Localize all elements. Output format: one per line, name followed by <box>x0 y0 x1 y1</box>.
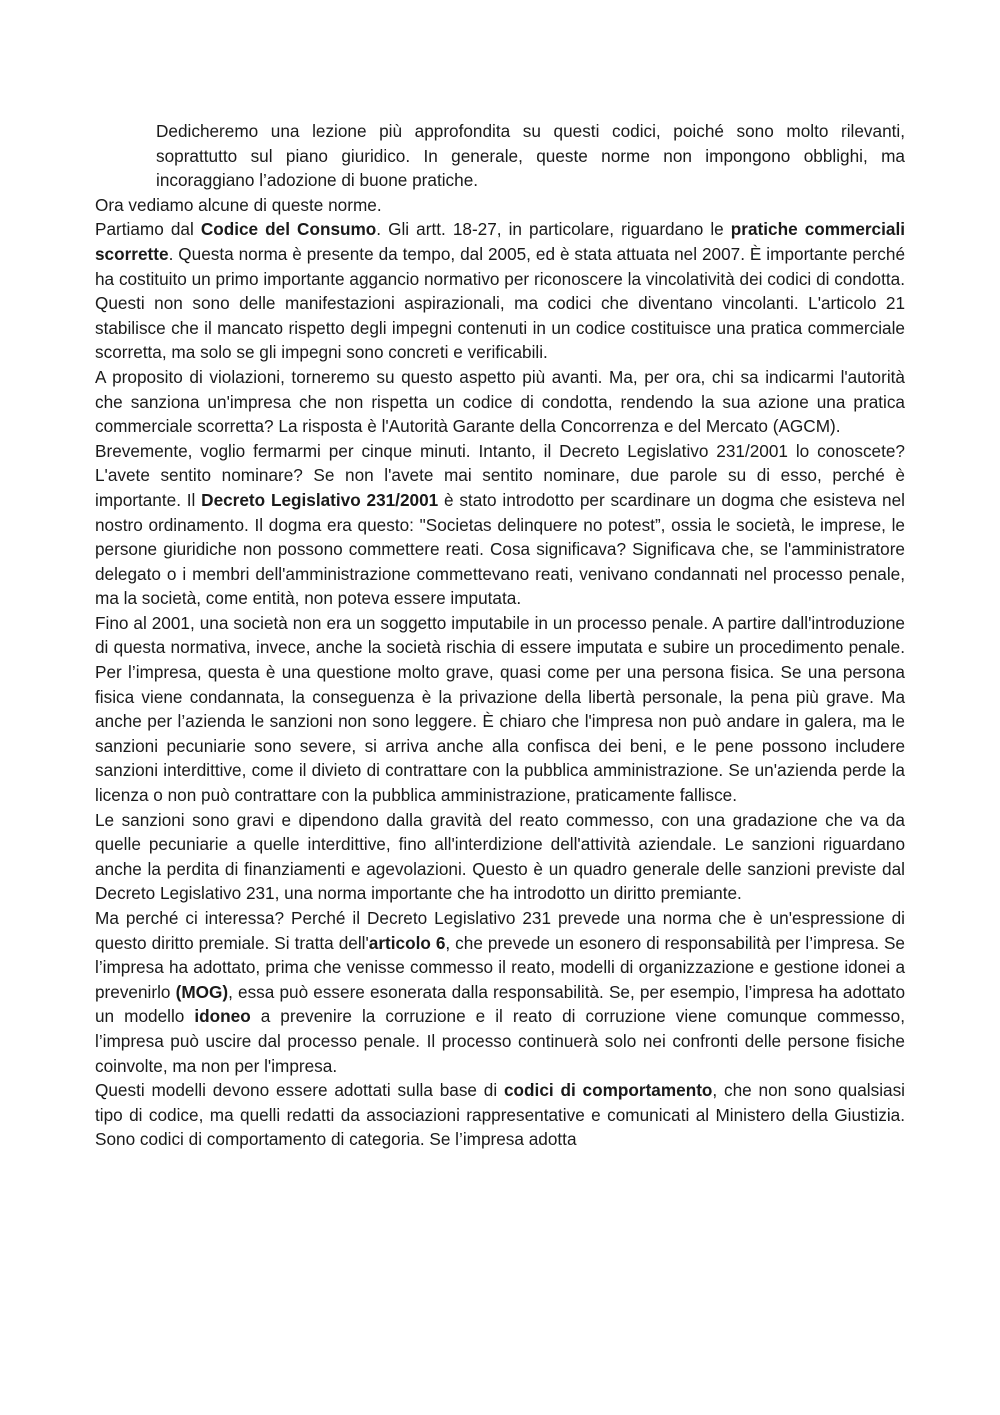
text-run: , essa può essere esonerata dalla responsabilità. Se, per esempio, l’impresa ha adottato un modello <box>95 981 906 1027</box>
text-run: Ma perché ci interessa? Perché il Decreto Legislativo 231 prevede una norma che è un'espressione di questo diritto premiale. Si tratta dell' <box>95 908 905 953</box>
bold-term: Codice del Consumo <box>200 219 377 240</box>
paragraph-decreto-231 <box>95 439 905 611</box>
text-run: Fino al 2001, una società non era un soggetto imputabile in un processo penale. A partire dall'introduzione di questa normativa, invece, anche la società rischia di essere imputata e subire un procedimento penale. Per l’impresa, questa è una questione molto grave, quasi come per una persona fisica. Se una persona fisica viene condannata, la conseguenza è la privazione della libertà personale, la pena più grave. Ma anche per l’azienda le sanzioni non sono leggere. È chiaro che l'impresa non può andare in galera, ma le sanzioni pecuniarie sono severe, si arriva anche alla confisca dei beni, e le pene possono includere sanzioni interdittive, come il divieto di contrattare con la pubblica amministrazione. Se un'azienda perde la licenza o non può contrattare con la pubblica amministrazione, praticamente fallisce. <box>95 612 905 806</box>
document-body <box>95 119 905 1152</box>
paragraph-norms-intro <box>95 193 905 218</box>
bold-term: (MOG) <box>175 981 229 1002</box>
text-run: . Gli artt. 18-27, in particolare, riguardano le <box>376 219 731 240</box>
bold-term: idoneo <box>194 1006 251 1027</box>
text-run: Brevemente, voglio fermarmi per cinque minuti. Intanto, il Decreto Legislativo 231/2001 lo conoscete? L'avete sentito nominare? Se non l'avete mai sentito nominare, due parole su di esso, perché è importante. Il <box>95 440 905 510</box>
text-run: A proposito di violazioni, torneremo su questo aspetto più avanti. Ma, per ora, chi sa indicarmi l'autorità che sanziona un'impresa che non rispetta un codice di condotta, rendendo la sua azione una pratica commerciale scorretta? La risposta è l'Autorità Garante della Concorrenza e del Mercato (AGCM). <box>95 366 905 437</box>
paragraph-intro-codes <box>156 119 905 193</box>
text-run: Dedicheremo una lezione più approfondita su questi codici, poiché sono molto rilevanti, soprattutto sul piano giuridico. In generale, queste norme non impongono obblighi, ma incoraggiano l’adozione di buone pratiche. <box>156 121 905 191</box>
paragraph-imputabilita <box>95 611 905 808</box>
text-run: Questi modelli devono essere adottati sulla base di <box>95 1080 504 1101</box>
text-run: è stato introdotto per scardinare un dogma che esisteva nel nostro ordinamento. Il dogma era questo: "Societas delinquere no potest”, ossia le società, le imprese, le persone giuridiche non possono commettere reati. Cosa significava? Significava che, se l'amministratore delegato o i membri dell'amministrazione commettevano reati, venivano condannati nel processo penale, ma la società, come entità, non poteva essere imputata. <box>95 489 905 609</box>
text-run: Le sanzioni sono gravi e dipendono dalla gravità del reato commesso, con una gradazione che va da quelle pecuniarie a quelle interdittive, fino all'interdizione dell'attività aziendale. Le sanzioni riguardano anche la perdita di finanziamenti e agevolazioni. Questo è un quadro generale delle sanzioni previste dal Decreto Legislativo 231, una norma importante che ha introdotto un diritto premiante. <box>95 809 905 904</box>
paragraph-articolo-6 <box>95 906 905 1078</box>
paragraph-codice-consumo <box>95 217 905 365</box>
text-run: a prevenire la corruzione e il reato di corruzione viene comunque commesso, l’impresa può uscire dal processo penale. Il processo continuerà solo nei confronti delle persone fisiche coinvolte, ma non per l'impresa. <box>95 1006 906 1076</box>
text-run: , che prevede un esonero di responsabilità per l’impresa. Se l’impresa ha adottato, prima che venisse commesso il reato, modelli di organizzazione e gestione idonei a prevenirlo <box>95 932 905 1002</box>
bold-term: Decreto Legislativo 231/2001 <box>201 489 439 510</box>
text-run: , che non sono qualsiasi tipo di codice, ma quelli redatti da associazioni rappresentative e comunicati al Ministero della Giustizia. Sono codici di comportamento di categoria. Se l’impresa adotta <box>95 1080 905 1150</box>
bold-term: articolo 6 <box>368 932 446 953</box>
text-run: Ora vediamo alcune di queste norme. <box>95 194 382 215</box>
paragraph-agcm <box>95 365 905 439</box>
text-run: Partiamo dal <box>95 219 201 240</box>
bold-term: pratiche commerciali scorrette <box>95 219 906 264</box>
paragraph-sanzioni <box>95 808 905 906</box>
paragraph-codici-comportamento <box>95 1078 905 1152</box>
text-run: . Questa norma è presente da tempo, dal 2005, ed è stata attuata nel 2007. È importante perché ha costituito un primo importante aggancio normativo per riconoscere la vincolatività dei codici di condotta. Questi non sono delle manifestazioni aspirazionali, ma codici che diventano vincolanti. L'articolo 21 stabilisce che il mancato rispetto degli impegni contenuti in un codice costituisce una pratica commerciale scorretta, ma solo se gli impegni sono concreti e verificabili. <box>95 243 905 363</box>
bold-term: codici di comportamento <box>503 1080 713 1101</box>
